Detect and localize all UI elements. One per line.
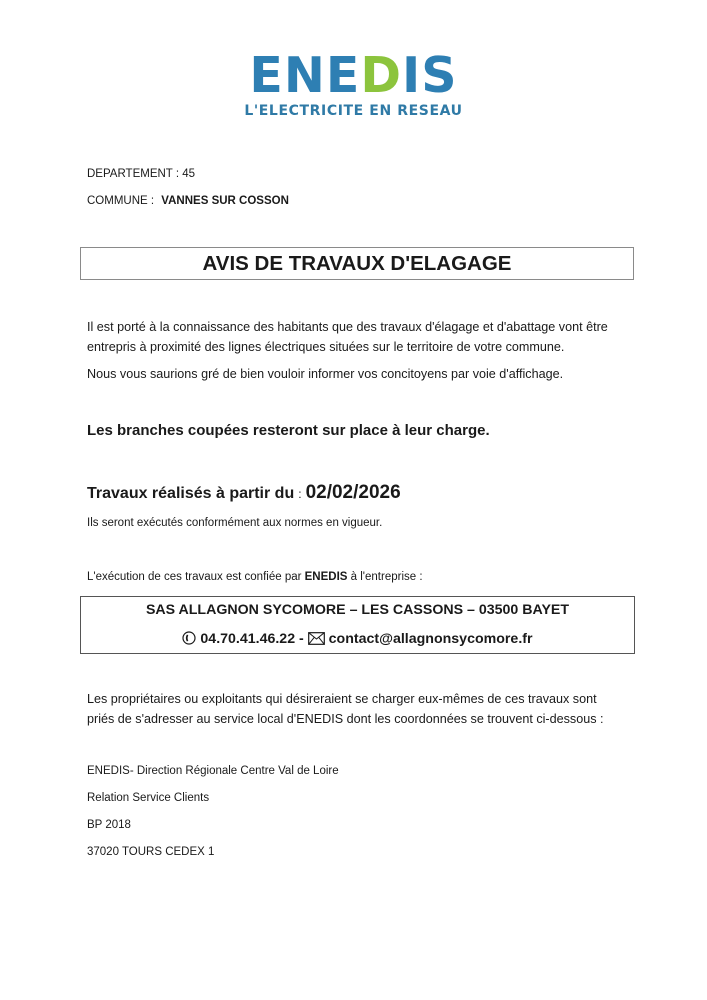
notice-title: AVIS DE TRAVAUX D'ELAGAGE — [202, 251, 512, 275]
works-date-colon: : — [298, 487, 302, 501]
enedis-logo — [0, 47, 707, 119]
contractor-contact — [81, 631, 634, 649]
norms-note: Ils seront exécutés conformément aux normes en vigueur. — [87, 517, 383, 529]
address-line-4: 37020 TOURS CEDEX 1 — [87, 846, 215, 858]
contractor-phone: 04.70.41.46.22 - — [200, 631, 304, 647]
commune-value: VANNES SUR COSSON — [161, 195, 289, 207]
logo-part-is: IS — [402, 47, 458, 104]
execution-suffix: à l'entreprise : — [347, 571, 423, 583]
contractor-box — [80, 596, 635, 654]
department-line: DEPARTEMENT : 45 — [87, 168, 196, 180]
address-line-1: ENEDIS- Direction Régionale Centre Val de Loire — [87, 765, 339, 777]
email-icon — [308, 632, 325, 649]
contractor-name: SAS ALLAGNON SYCOMORE – LES CASSONS – 03500 BAYET — [145, 602, 570, 618]
phone-icon — [182, 631, 196, 649]
address-line-2: Relation Service Clients — [87, 792, 210, 804]
execution-line — [87, 571, 423, 583]
notice-title-box — [80, 247, 634, 280]
logo-part-ene: ENE — [249, 47, 361, 104]
intro-paragraph: Il est porté à la connaissance des habitants que des travaux d'élagage et d'abattage vont être entrepris à proximité des lignes électriques situées sur le territoire de votre commune. — [87, 320, 608, 354]
owners-notice: Les propriétaires ou exploitants qui désireraient se charger eux-mêmes de ces travaux sont priés de s'adresser au service local d'ENEDIS dont les coordonnées se trouvent ci-dessous : — [87, 692, 604, 726]
address-line-3: BP 2018 — [87, 819, 131, 831]
logo-tagline: L'ELECTRICITE EN RESEAU — [244, 103, 463, 119]
posting-request-paragraph: Nous vous saurions gré de bien vouloir informer vos concitoyens par voie d'affichage. — [87, 367, 564, 381]
commune-label: COMMUNE : — [87, 195, 155, 207]
branches-notice: Les branches coupées resteront sur place à leur charge. — [87, 422, 490, 439]
execution-entity: ENEDIS — [304, 571, 348, 583]
works-date-line — [87, 482, 401, 504]
execution-prefix: L'exécution de ces travaux est confiée par — [87, 571, 305, 583]
logo-part-d: D — [360, 47, 403, 104]
contractor-email[interactable]: contact@allagnonsycomore.fr — [328, 631, 533, 647]
commune-line — [87, 195, 289, 207]
works-date-label: Travaux réalisés à partir du — [87, 485, 295, 502]
logo-wordmark — [249, 47, 458, 104]
works-date-value: 02/02/2026 — [305, 482, 401, 503]
